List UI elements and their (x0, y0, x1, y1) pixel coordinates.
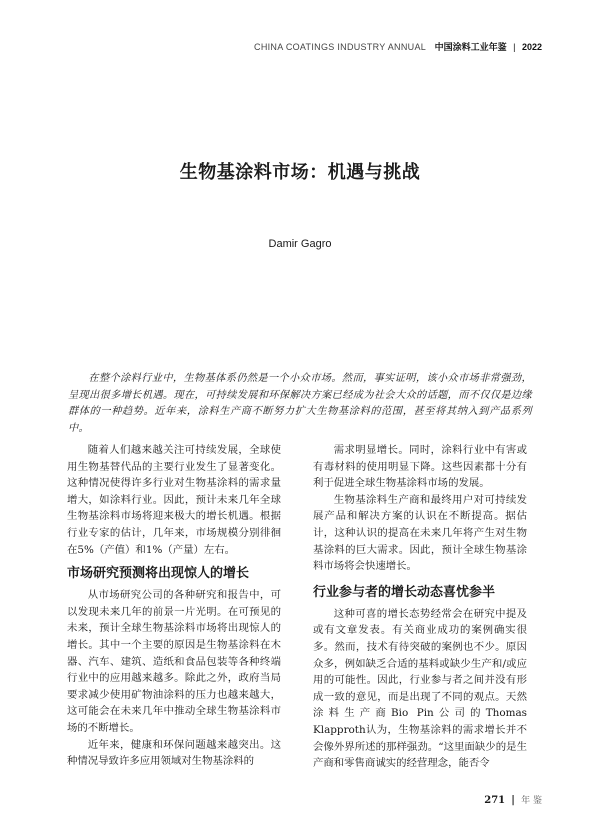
page-footer (484, 793, 542, 806)
section-heading: 行业参与者的增长动态喜忧参半 (313, 584, 496, 600)
header-separator: | (513, 42, 516, 52)
header-english-title: CHINA COATINGS INDUSTRY ANNUAL (254, 42, 427, 52)
body-paragraph: 生物基涂料生产商和最终用户对可持续发展产品和解决方案的认识在不断提高。据估计，这种认识的提高在未来几年将产生对生物基涂料的巨大需求。因此，预计全球生物基涂料市场将会快速增长。 (313, 493, 527, 573)
article-abstract: 在整个涂料行业中，生物基体系仍然是一个小众市场。然而，事实证明，该小众市场非常强劲，呈现出很多增长机遇。现在，可持续发展和环保解决方案已经成为社会大众的话题，而不仅仅是边缘群体的一种趋势。近年来，涂料生产商不断努力扩大生物基涂料的范围，甚至将其纳入到产品系列中。 (68, 373, 532, 434)
body-paragraph: 这种可喜的增长态势经常会在研究中提及或有文章发表。有关商业成功的案例确实很多。然而，技术有待突破的案例也不少。原因众多，例如缺乏合适的基料或缺少生产和/或应用的可能性。因此，行业参与者之间并没有形成一致的意见，而是出现了不同的观点。天然涂料生产商Bio Pin公司的Thomas Klapproth认为，生物基涂料的需求增长并不会像外界所述的那样强劲。“这里面缺少的是生产商和零售商诚实的经营理念，能否令 (313, 607, 527, 770)
body-column-right (313, 442, 527, 772)
article-author: Damir Gagro (268, 238, 332, 250)
header-year: 2022 (521, 42, 542, 52)
body-paragraph: 随着人们越来越关注可持续发展，全球使用生物基替代品的主要行业发生了显著变化。这种情况使得许多行业对生物基涂料的需求量增大，如涂料行业。因此，预计未来几年全球生物基涂料市场将迎来极大的增长机遇。根据行业专家的估计，几年来，市场规模分别徘徊在5%（产值）和1%（产量）左右。 (67, 444, 281, 556)
body-column-left (67, 442, 281, 770)
header-chinese-title: 中国涂料工业年鉴 (434, 42, 507, 52)
footer-label: 年 鉴 (521, 796, 542, 806)
article-title: 生物基涂料市场：机遇与挑战 (179, 162, 421, 183)
body-paragraph: 从市场研究公司的各种研究和报告中，可以发现未来几年的前景一片光明。在可预见的未来，预计全球生物基涂料市场将出现惊人的增长。其中一个主要的原因是生物基涂料在木器、汽车、建筑、造纸和食品包装等各种终端行业中的应用越来越多。除此之外，政府当局要求减少使用矿物油涂料的压力也越来越大，这可能会在未来几年中推动全球生物基涂料市场的不断增长。 (67, 589, 281, 734)
page-number: 271 (484, 795, 506, 806)
footer-separator: | (511, 795, 515, 806)
body-paragraph: 需求明显增长。同时，涂料行业中有害或有毒材料的使用明显下降。这些因素都十分有利于促进全球生物基涂料市场的发展。 (313, 444, 527, 490)
running-header (254, 40, 542, 53)
section-heading: 市场研究预测将出现惊人的增长 (67, 566, 250, 582)
body-paragraph: 近年来，健康和环保问题越来越突出。这种情况导致许多应用领域对生物基涂料的 (67, 738, 281, 768)
